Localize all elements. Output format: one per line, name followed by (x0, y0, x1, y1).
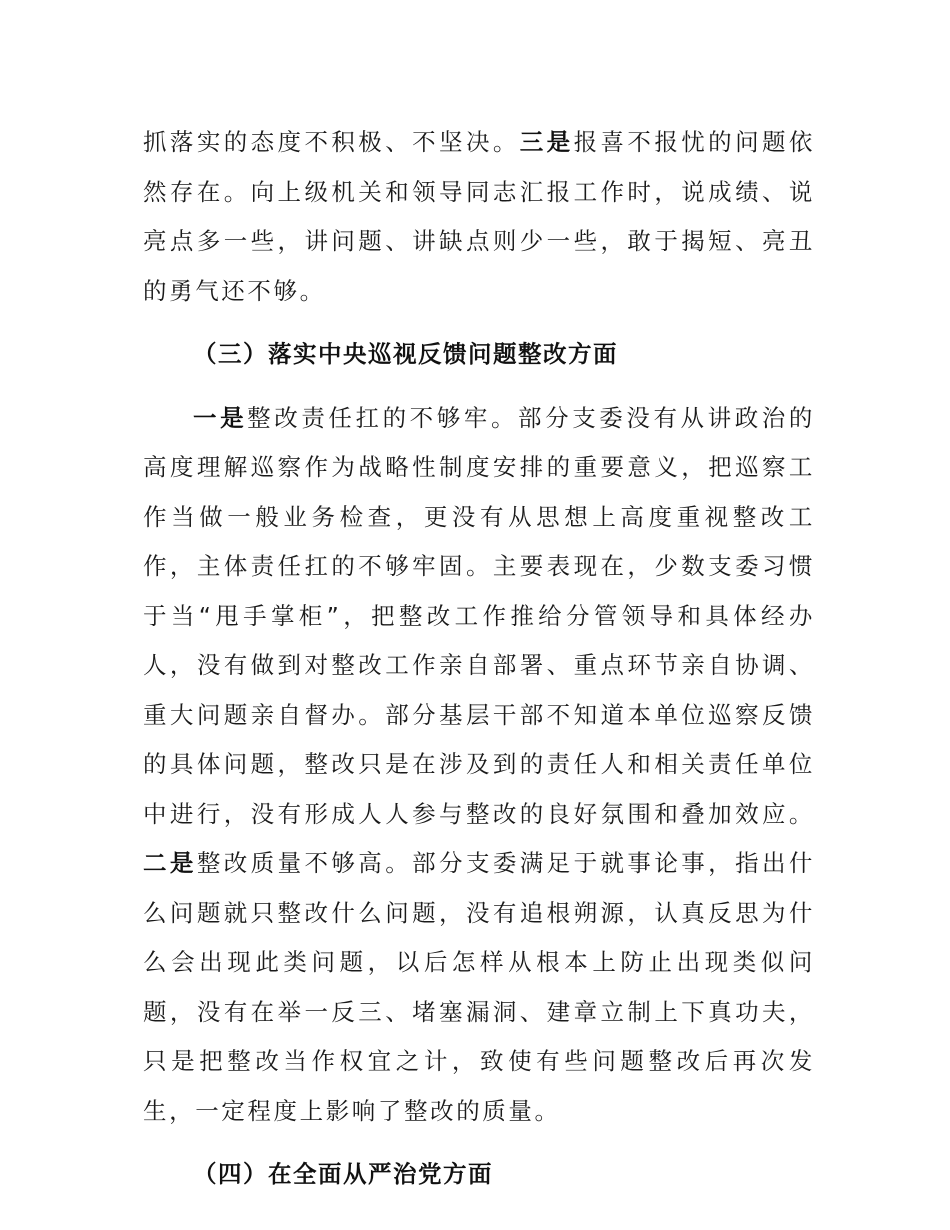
item-marker-one: 一是 (193, 403, 248, 432)
paragraph-text: 整改责任扛的不够牢。部分支委没有从讲政治的高度理解巡察作为战略性制度安排的重要意义，把巡察工作当做一般业务检查，更没有从思想上高度重视整改工作，主体责任扛的不够牢固。主要表现在，少数支委习惯于当“甩手掌柜”，把整改工作推给分管领导和具体经办人，没有做到对整改工作亲自部署、重点环节亲自协调、重大问题亲自督办。部分基层干部不知道本单位巡察反馈的具体问题，整改只是在涉及到的责任人和相关责任单位中进行，没有形成人人参与整改的良好氛围和叠加效应。 (143, 403, 815, 828)
section3-paragraph (143, 394, 815, 1137)
paragraph-text: 报喜不报忧的问题依然存在。向上级机关和领导同志汇报工作时，说成绩、说亮点多一些，讲问题、讲缺点则少一些，敢于揭短、亮丑的勇气还不够。 (143, 128, 815, 305)
section-heading-3: （三）落实中央巡视反馈问题整改方面 (193, 340, 618, 368)
paragraph-text: 整改质量不够高。部分支委满足于就事论事，指出什么问题就只整改什么问题，没有追根朔源，认真反思为什么会出现此类问题，以后怎样从根本上防止出现类似问题，没有在举一反三、堵塞漏洞、建章立制上下真功夫，只是把整改当作权宜之计，致使有些问题整改后再次发生，一定程度上影响了整改的质量。 (143, 849, 815, 1125)
paragraph-text: 抓落实的态度不积极、不坚决。 (143, 128, 520, 156)
item-marker-two: 二是 (143, 849, 197, 877)
item-marker-three: 三是 (519, 128, 574, 156)
section-heading-4: （四）在全面从严治党方面 (193, 1160, 493, 1188)
continuation-paragraph (143, 118, 815, 316)
document-body (143, 118, 815, 1200)
